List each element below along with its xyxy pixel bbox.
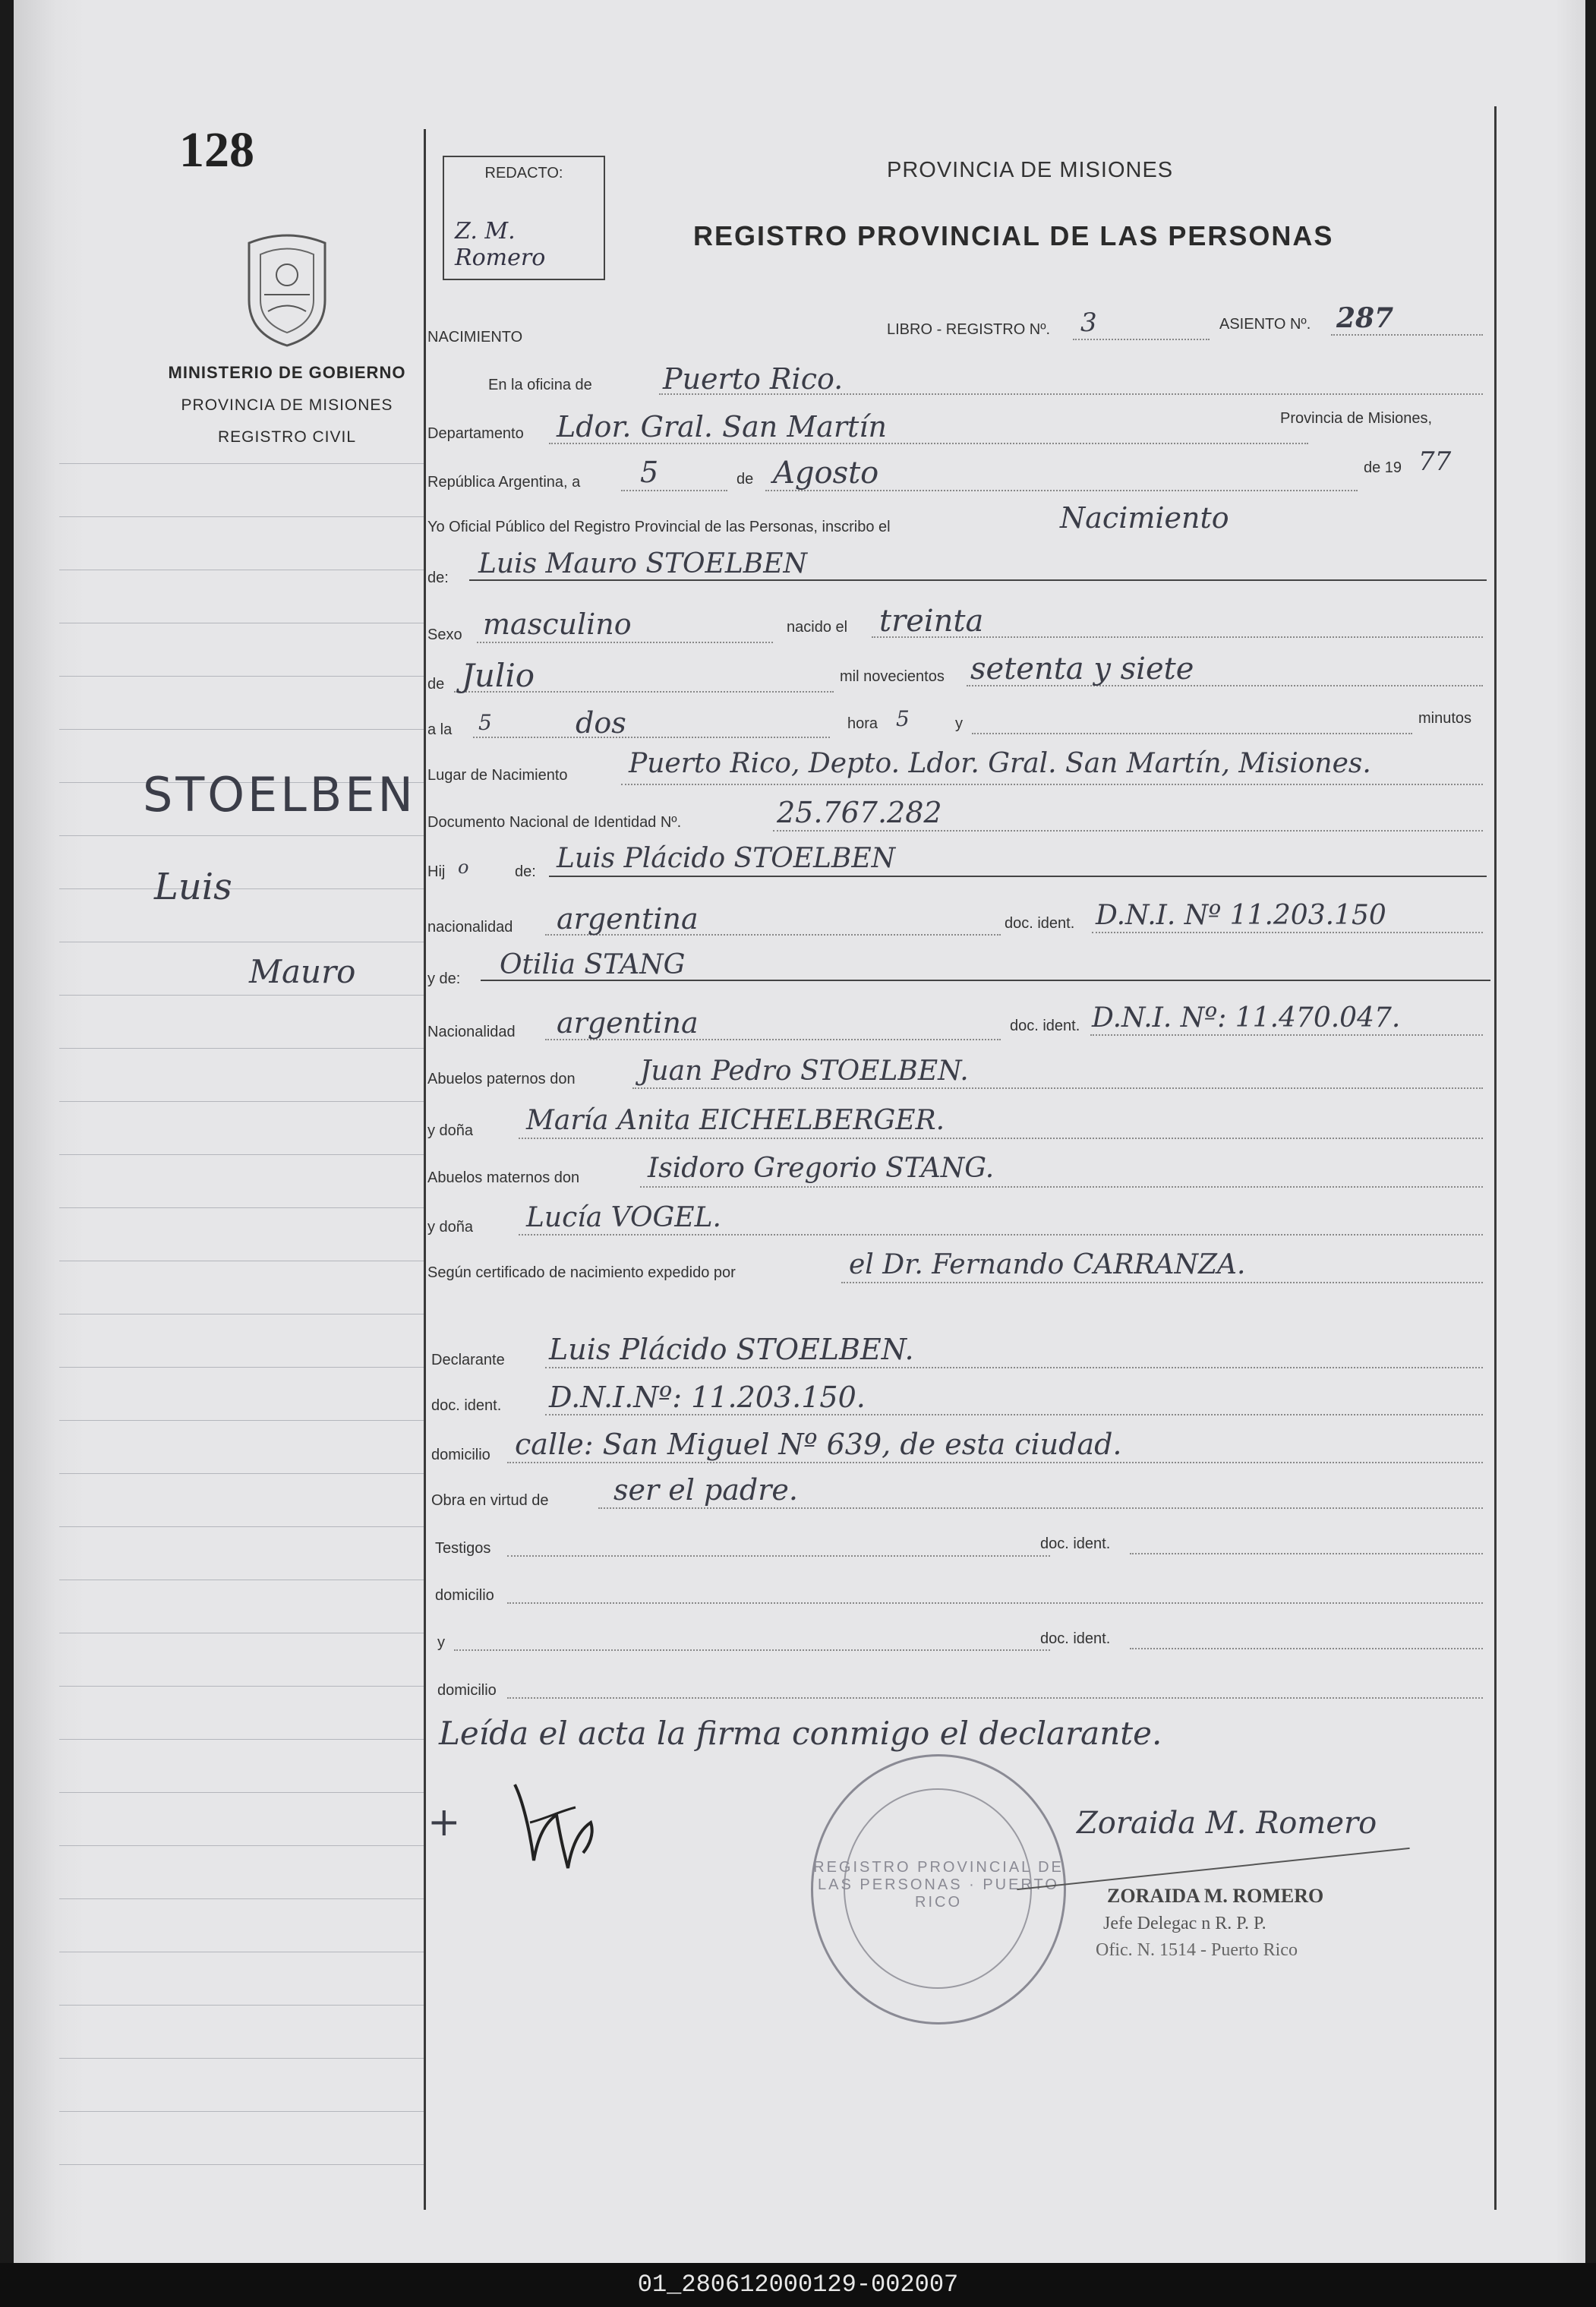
ab-pat-value: Juan Pedro STOELBEN. — [640, 1056, 969, 1087]
segun-label: Según certificado de nacimiento expedido por — [427, 1264, 736, 1281]
docident2-label: doc. ident. — [1010, 1018, 1080, 1034]
padre-doc-value: D.N.I. Nº 11.203.150 — [1096, 900, 1386, 931]
republica-label: República Argentina, a — [427, 474, 581, 491]
image-id-footer: 01_280612000129-002007 — [0, 2263, 1596, 2307]
testigos-docident-label: doc. ident. — [1040, 1535, 1111, 1552]
ministry-line1: MINISTERIO DE GOBIERNO — [168, 363, 406, 382]
mes-value: Julio — [462, 657, 535, 694]
madre-doc-value: D.N.I. Nº: 11.470.047. — [1092, 1002, 1401, 1034]
year-prefix-label: de 19 — [1364, 459, 1402, 476]
cross-mark: + — [427, 1800, 461, 1845]
documento-label: Documento Nacional de Identidad Nº. — [427, 814, 682, 831]
sexo-label: Sexo — [427, 626, 462, 643]
oficina-value: Puerto Rico. — [663, 362, 844, 396]
ministry-header — [166, 363, 408, 447]
asiento-value: 287 — [1336, 302, 1394, 334]
testigos-docident2-label: doc. ident. — [1040, 1630, 1111, 1647]
lugar-label: Lugar de Nacimiento — [427, 767, 568, 784]
testigos-domicilio-label: domicilio — [435, 1587, 494, 1604]
declarante-label: Declarante — [431, 1352, 505, 1368]
yde-label: y de: — [427, 970, 461, 987]
lugar-value: Puerto Rico, Depto. Ldor. Gral. San Martín, Misiones. — [629, 748, 1371, 779]
margin-middle-name: Mauro — [249, 953, 356, 990]
minutos-label: minutos — [1418, 710, 1472, 727]
oficial-value: Nacimiento — [1060, 501, 1229, 535]
obra-value: ser el padre. — [613, 1473, 798, 1507]
departamento-value: Ldor. Gral. San Martín — [557, 410, 887, 443]
redacto-signature: Z. M. Romero — [455, 218, 546, 271]
ab-pat-label: Abuelos paternos don — [427, 1071, 576, 1087]
official-signature: Zoraida M. Romero — [1077, 1806, 1377, 1841]
ydona1-label: y doña — [427, 1122, 474, 1139]
redacto-box — [443, 156, 605, 280]
asiento-label: ASIENTO Nº. — [1219, 316, 1311, 333]
closing-statement: Leída el acta la firma conmigo el declarante. — [439, 1715, 1162, 1752]
registry-title: REGISTRO PROVINCIAL DE LAS PERSONAS — [693, 220, 1334, 251]
official-office: Ofic. N. 1514 - Puerto Rico — [1096, 1940, 1298, 1960]
page-right-edge — [1555, 0, 1585, 2263]
domicilio-label: domicilio — [431, 1447, 490, 1463]
hora-value: 5 — [896, 706, 910, 731]
ministry-line2: PROVINCIA DE MISIONES — [181, 396, 393, 414]
nac-label: nacionalidad — [427, 919, 513, 936]
hijo-de-label: de: — [515, 863, 536, 880]
month-value: Agosto — [773, 456, 879, 491]
nombre-label: de: — [427, 570, 449, 586]
hijo-label: Hij — [427, 863, 446, 880]
page-number: 128 — [179, 122, 254, 178]
madre-value: Otilia STANG — [500, 949, 686, 980]
de-label: de — [736, 471, 754, 488]
declarante-value: Luis Plácido STOELBEN. — [549, 1333, 914, 1366]
mil-label: mil novecientos — [840, 668, 945, 685]
ala-text: dos — [576, 706, 626, 740]
mes-label: de — [427, 676, 445, 693]
nac-value: argentina — [557, 902, 699, 936]
hijo-suffix: o — [458, 857, 469, 878]
ala-value: 5 — [478, 710, 492, 735]
obra-label: Obra en virtud de — [431, 1492, 549, 1509]
y-label: y — [955, 715, 963, 732]
hora-label: hora — [847, 715, 878, 732]
province-title: PROVINCIA DE MISIONES — [887, 158, 1174, 182]
declarant-signature-icon — [500, 1769, 613, 1883]
page-binding-edge — [14, 0, 86, 2263]
ab-mat-label: Abuelos maternos don — [427, 1169, 580, 1186]
margin-first-name: Luis — [154, 866, 232, 908]
ala-label: a la — [427, 721, 453, 738]
day-value: 5 — [640, 456, 659, 489]
nacido-value: treinta — [879, 604, 984, 639]
libro-label: LIBRO - REGISTRO Nº. — [887, 321, 1051, 338]
ab-mat-value: Isidoro Gregorio STANG. — [648, 1153, 995, 1184]
ab-pat2-value: María Anita EICHELBERGER. — [526, 1105, 945, 1136]
testigos-domicilio2-label: domicilio — [437, 1682, 497, 1699]
docident-label: doc. ident. — [1005, 915, 1075, 932]
year-value: 77 — [1418, 447, 1452, 477]
coat-of-arms-icon — [234, 228, 340, 349]
nacido-label: nacido el — [787, 619, 848, 636]
nac2-label: Nacionalidad — [427, 1024, 516, 1040]
oficina-label: En la oficina de — [488, 377, 592, 393]
decl-doc-label: doc. ident. — [431, 1397, 502, 1414]
provincia-label: Provincia de Misiones, — [1280, 410, 1433, 427]
oficial-label: Yo Oficial Público del Registro Provincial de las Personas, inscribo el — [427, 519, 891, 535]
register-page — [14, 0, 1585, 2263]
right-frame-line — [1494, 106, 1497, 2210]
padre-value: Luis Plácido STOELBEN — [557, 843, 896, 874]
ministry-line3: REGISTRO CIVIL — [217, 428, 357, 446]
nombre-value: Luis Mauro STOELBEN — [478, 548, 807, 579]
nac2-value: argentina — [557, 1006, 699, 1040]
domicilio-value: calle: San Miguel Nº 639, de esta ciudad. — [515, 1428, 1122, 1461]
ydona2-label: y doña — [427, 1219, 474, 1236]
redacto-label: REDACTO: — [484, 165, 563, 181]
stamp-text: REGISTRO PROVINCIAL DE LAS PERSONAS · PUERTO RICO — [813, 1859, 1064, 1911]
mil-value: setenta y siete — [970, 652, 1194, 686]
official-stamp — [811, 1754, 1066, 2025]
departamento-label: Departamento — [427, 425, 524, 442]
ab-mat2-value: Lucía VOGEL. — [526, 1202, 721, 1233]
left-frame-line — [424, 129, 426, 2210]
official-name: ZORAIDA M. ROMERO — [1107, 1885, 1324, 1907]
segun-value: el Dr. Fernando CARRANZA. — [849, 1249, 1246, 1280]
margin-surname: STOELBEN — [143, 767, 416, 822]
decl-doc-value: D.N.I.Nº: 11.203.150. — [549, 1381, 866, 1414]
testigos-label: Testigos — [435, 1540, 491, 1557]
record-type-label: NACIMIENTO — [427, 329, 523, 346]
documento-value: 25.767.282 — [777, 796, 942, 829]
official-role: Jefe Delegac n R. P. P. — [1103, 1914, 1266, 1933]
sexo-value: masculino — [483, 608, 632, 641]
libro-value: 3 — [1080, 308, 1097, 338]
testigos-y-label: y — [437, 1634, 445, 1651]
